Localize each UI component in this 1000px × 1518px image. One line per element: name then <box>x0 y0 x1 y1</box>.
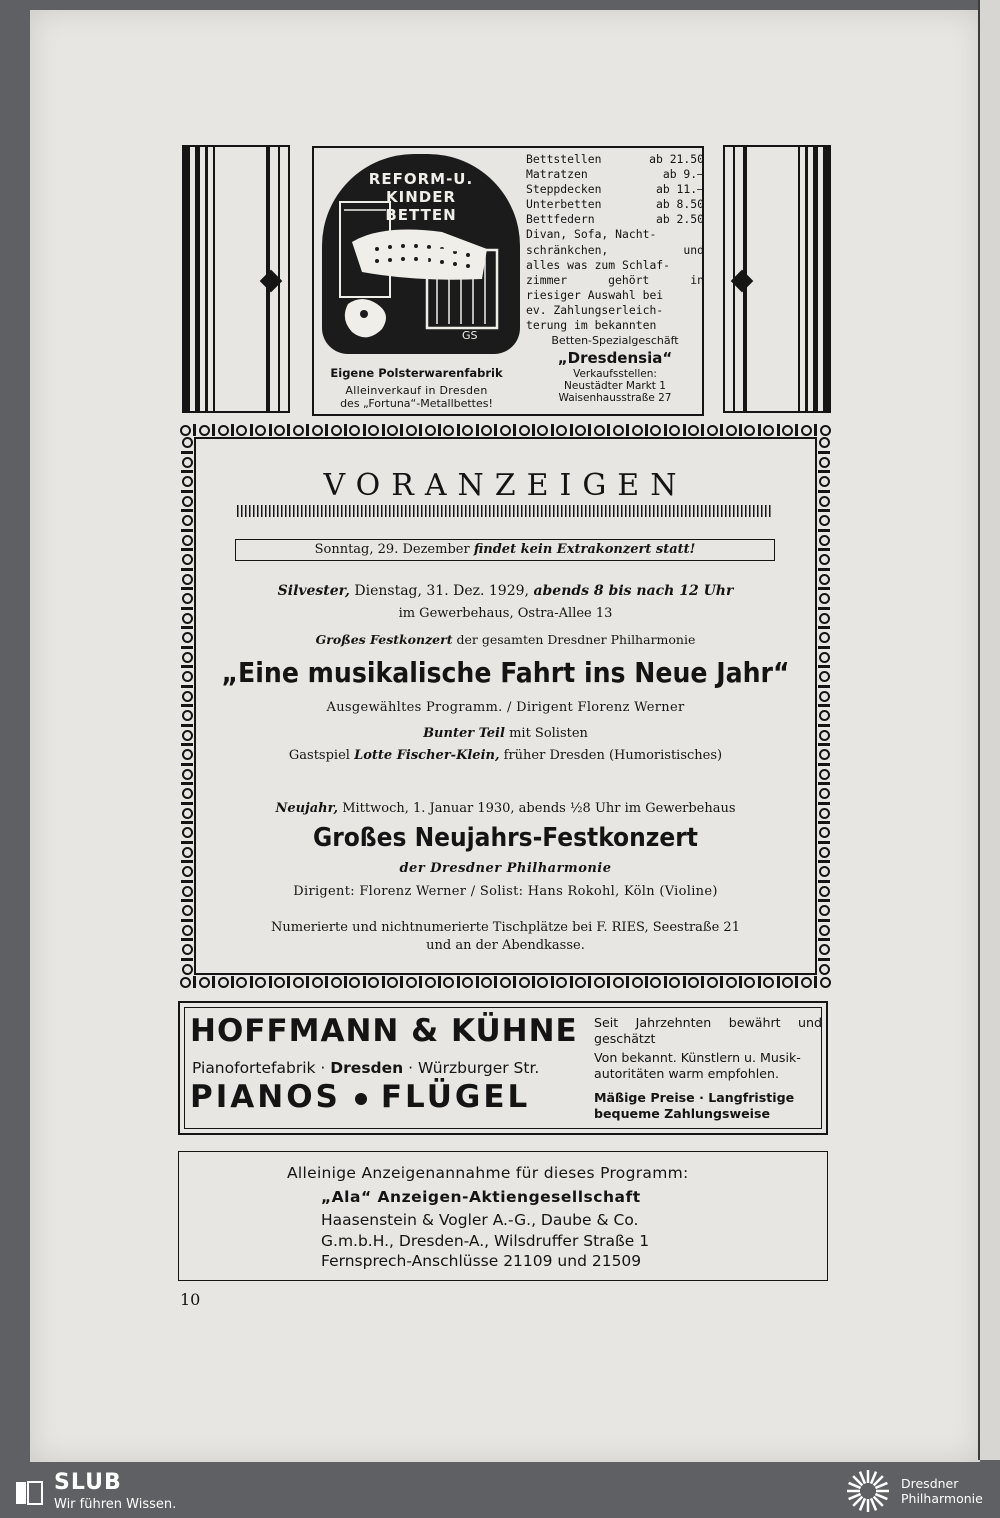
guest-line: Gastspiel Lotte Fischer-Klein, früher Dresden (Humoristisches) <box>288 748 723 763</box>
border-bar <box>181 529 193 532</box>
text-line: riesiger Auswahl bei <box>526 287 664 302</box>
price-row: Unterbetten ab 8.50 <box>526 197 704 212</box>
border-dot <box>218 425 229 436</box>
address-2: Waisenhausstraße 27 <box>558 392 672 405</box>
ala-line-3: Fernsprech-Anschlüsse 21109 und 21509 <box>321 1252 642 1270</box>
border-bar <box>193 976 196 988</box>
border-dot <box>312 425 323 436</box>
border-dot <box>182 964 193 975</box>
emblem-line-2: KINDER <box>385 188 456 206</box>
border-dot <box>632 425 643 436</box>
border-dot <box>368 425 379 436</box>
border-bar <box>287 424 290 436</box>
border-dot <box>293 977 304 988</box>
border-bar <box>400 424 403 436</box>
border-bar <box>181 548 193 551</box>
silvester-line: Silvester, Dienstag, 31. Dez. 1929, abends 8 bis nach 12 Uhr <box>277 583 734 599</box>
border-dot <box>819 437 830 448</box>
border-dot <box>182 515 193 526</box>
border-bar <box>570 976 573 988</box>
border-bar <box>645 424 648 436</box>
border-bar <box>181 958 193 961</box>
notice-box <box>235 539 775 561</box>
border-bar <box>476 976 479 988</box>
emblem-line-1: REFORM-U. <box>368 170 474 188</box>
border-bar <box>818 763 830 766</box>
border-dot <box>368 977 379 988</box>
svg-text:GS: GS <box>462 329 478 342</box>
border-dot <box>481 425 492 436</box>
text-line: terung im bekannten <box>526 318 657 333</box>
border-bar <box>570 424 573 436</box>
next-page-edge <box>978 0 1000 1460</box>
border-bar <box>325 424 328 436</box>
border-bar <box>683 424 686 436</box>
border-bar <box>181 782 193 785</box>
side-text-2: Von bekannt. Künstlern u. Musik- autoritäten warm empfohlen. <box>594 1050 801 1081</box>
border-dot <box>782 977 793 988</box>
border-dot <box>519 425 530 436</box>
border-bar <box>720 976 723 988</box>
border-dot <box>613 977 624 988</box>
border-dot <box>387 977 398 988</box>
border-dot <box>406 425 417 436</box>
shop-name: „Dresdensia“ <box>557 349 673 368</box>
philharmonie-line-2: Philharmonie <box>901 1491 983 1506</box>
border-dot <box>274 977 285 988</box>
bed-ad-frame <box>312 146 704 416</box>
border-dot <box>481 977 492 988</box>
border-dot <box>632 977 643 988</box>
border-dot <box>425 977 436 988</box>
border-dot <box>331 425 342 436</box>
border-dot <box>556 977 567 988</box>
ala-line-2: G.m.b.H., Dresden-A., Wilsdruffer Straße 1 <box>321 1232 650 1250</box>
piano-advertisement <box>178 1001 828 1135</box>
border-bar <box>419 424 422 436</box>
border-dot <box>688 977 699 988</box>
border-bar <box>287 976 290 988</box>
exclusive-sale-line: Alleinverkauf in Dresden <box>345 384 488 397</box>
border-bar <box>814 976 817 988</box>
border-dot <box>182 769 193 780</box>
border-dot <box>462 977 473 988</box>
border-bar <box>701 424 704 436</box>
border-bar <box>532 424 535 436</box>
border-bar <box>306 976 309 988</box>
border-dot <box>255 977 266 988</box>
border-dot <box>182 457 193 468</box>
border-dot <box>537 425 548 436</box>
border-dot <box>763 425 774 436</box>
text-line: alles was zum Schlaf- <box>526 257 671 272</box>
border-dot <box>819 515 830 526</box>
border-bar <box>720 424 723 436</box>
border-bar <box>193 424 196 436</box>
bullet-icon <box>355 1093 367 1105</box>
border-dot <box>312 977 323 988</box>
border-dot <box>199 425 210 436</box>
ala-line-1: Haasenstein & Vogler A.-G., Daube & Co. <box>321 1211 639 1229</box>
border-bar <box>181 509 193 512</box>
border-dot <box>462 425 473 436</box>
border-bar <box>818 626 830 629</box>
side-text-3: Mäßige Preise · Langfristige bequeme Zahlungsweise <box>594 1090 795 1121</box>
text-line: ev. Zahlungserleich- <box>526 302 664 317</box>
border-dot <box>182 437 193 448</box>
border-bar <box>325 976 328 988</box>
border-dot <box>820 425 831 436</box>
border-dot <box>819 535 830 546</box>
border-bar <box>250 976 253 988</box>
border-bar <box>181 899 193 902</box>
factory-line: Eigene Polsterwarenfabrik <box>330 366 503 380</box>
slub-logo-icon <box>14 1478 44 1508</box>
ala-company: „Ala“ Anzeigen-Aktiengesellschaft <box>321 1188 641 1206</box>
festkonzert-line: Großes Festkonzert der gesamten Dresdner Philharmonie <box>315 632 696 647</box>
border-bar <box>777 424 780 436</box>
page-number: 10 <box>180 1290 201 1309</box>
border-dot <box>293 425 304 436</box>
border-bar <box>306 424 309 436</box>
border-bar <box>645 976 648 988</box>
border-bar <box>818 899 830 902</box>
border-bar <box>607 976 610 988</box>
program-line: Ausgewähltes Programm. / Dirigent Florenz Werner <box>326 700 685 715</box>
shop-intro: Betten-Spezialgeschäft <box>551 334 679 348</box>
border-bar <box>494 976 497 988</box>
border-dot <box>182 535 193 546</box>
border-bar <box>457 976 460 988</box>
border-dot <box>669 977 680 988</box>
border-dot <box>819 457 830 468</box>
side-text-1: Seit Jahrzehnten bewährt und geschätzt <box>594 1015 822 1046</box>
border-bar <box>532 976 535 988</box>
border-bar <box>683 976 686 988</box>
border-dot <box>819 905 830 916</box>
border-bar <box>344 976 347 988</box>
price-row: Bettfedern ab 2.50 <box>526 212 704 227</box>
border-bar <box>457 424 460 436</box>
border-dot <box>744 425 755 436</box>
border-dot <box>801 425 812 436</box>
border-dot <box>763 977 774 988</box>
slub-branding[interactable] <box>54 1470 176 1512</box>
text-line: Divan, Sofa, Nacht- <box>526 227 657 242</box>
border-bar <box>382 424 385 436</box>
factory-address: Pianofortefabrik · Dresden · Würzburger Str. <box>192 1059 540 1077</box>
border-dot <box>575 425 586 436</box>
tickets-line-2: und an der Abendkasse. <box>426 938 585 953</box>
border-dot <box>180 425 191 436</box>
price-row: Matratzen ab 9.— <box>526 167 704 182</box>
neujahr-title: Großes Neujahrs-Festkonzert <box>313 823 698 853</box>
border-bar <box>795 976 798 988</box>
notice-text: findet kein Extrakonzert statt! <box>473 542 696 557</box>
border-bar <box>607 424 610 436</box>
conductor-line: Dirigent: Florenz Werner / Solist: Hans Rokohl, Köln (Violine) <box>293 884 718 899</box>
price-list <box>526 152 704 404</box>
border-dot <box>613 425 624 436</box>
border-bar <box>551 976 554 988</box>
border-dot <box>707 977 718 988</box>
slub-title: SLUB <box>54 1470 122 1495</box>
border-bar <box>818 782 830 785</box>
border-dot <box>650 425 661 436</box>
border-bar <box>664 976 667 988</box>
border-dot <box>782 425 793 436</box>
border-dot <box>819 788 830 799</box>
border-dot <box>406 977 417 988</box>
border-dot <box>218 977 229 988</box>
border-bar <box>818 743 830 746</box>
bunter-teil-line: Bunter Teil mit Solisten <box>423 726 588 741</box>
border-bar <box>626 976 629 988</box>
ala-heading: Alleinige Anzeigenannahme für dieses Programm: <box>287 1164 689 1182</box>
border-dot <box>255 425 266 436</box>
border-bar <box>212 976 215 988</box>
border-dot <box>236 977 247 988</box>
products-line: PIANOS FLÜGEL <box>190 1079 531 1115</box>
section-title: VORANZEIGEN <box>323 468 688 503</box>
bed-icon <box>322 154 520 354</box>
border-dot <box>425 425 436 436</box>
border-bar <box>818 451 830 454</box>
border-dot <box>443 425 454 436</box>
border-dot <box>537 977 548 988</box>
emblem-line-3: BETTEN <box>385 206 457 224</box>
border-bar <box>181 880 193 883</box>
text-line: schränkchen, und <box>526 242 704 257</box>
border-dot <box>182 554 193 565</box>
border-dot <box>819 769 830 780</box>
dot-border-top <box>180 423 831 437</box>
border-bar <box>551 424 554 436</box>
hatched-rule <box>237 505 773 517</box>
neujahr-line: Neujahr, Mittwoch, 1. Januar 1930, abends ½8 Uhr im Gewerbehaus <box>275 801 736 816</box>
border-bar <box>588 424 591 436</box>
philharmonie-line-1: Dresdner <box>901 1476 959 1491</box>
border-dot <box>443 977 454 988</box>
border-dot <box>819 964 830 975</box>
border-bar <box>626 424 629 436</box>
border-dot <box>688 425 699 436</box>
border-dot <box>274 425 285 436</box>
silvester-venue: im Gewerbehaus, Ostra-Allee 13 <box>398 606 613 621</box>
fortuna-line: des „Fortuna“-Metallbettes! <box>340 397 493 410</box>
border-bar <box>438 424 441 436</box>
border-dot <box>820 977 831 988</box>
brand-name: HOFFMANN & KÜHNE <box>190 1013 578 1049</box>
orchestra-line: der Dresdner Philharmonie <box>399 861 612 876</box>
border-dot <box>500 977 511 988</box>
border-dot <box>331 977 342 988</box>
border-bar <box>818 529 830 532</box>
border-dot <box>575 977 586 988</box>
border-dot <box>650 977 661 988</box>
border-bar <box>818 509 830 512</box>
border-dot <box>594 977 605 988</box>
border-bar <box>181 451 193 454</box>
border-bar <box>181 568 193 571</box>
border-bar <box>231 424 234 436</box>
border-dot <box>819 554 830 565</box>
border-dot <box>707 425 718 436</box>
border-dot <box>182 788 193 799</box>
border-dot <box>744 977 755 988</box>
silvester-motto: „Eine musikalische Fahrt ins Neue Jahr“ <box>221 656 790 689</box>
price-row: Bettstellen ab 21.50 <box>526 152 704 166</box>
border-bar <box>818 568 830 571</box>
border-bar <box>701 976 704 988</box>
border-dot <box>236 425 247 436</box>
philharmonie-logo-icon <box>843 1466 893 1516</box>
border-dot <box>387 425 398 436</box>
price-row: Steppdecken ab 11.— <box>526 182 704 197</box>
border-bar <box>438 976 441 988</box>
border-bar <box>231 976 234 988</box>
border-dot <box>199 977 210 988</box>
border-bar <box>382 976 385 988</box>
border-bar <box>818 958 830 961</box>
tickets-line-1: Numerierte und nichtnumerierte Tischplätze bei F. RIES, Seestraße 21 <box>271 920 740 935</box>
dot-border-bottom <box>180 975 831 989</box>
ala-advertisement <box>178 1151 828 1281</box>
border-bar <box>494 424 497 436</box>
border-bar <box>588 976 591 988</box>
border-dot <box>519 977 530 988</box>
address-1: Neustädter Markt 1 <box>564 380 666 393</box>
border-dot <box>182 905 193 916</box>
border-dot <box>500 425 511 436</box>
border-bar <box>739 976 742 988</box>
border-bar <box>814 424 817 436</box>
border-bar <box>476 424 479 436</box>
border-bar <box>181 743 193 746</box>
border-dot <box>349 425 360 436</box>
border-bar <box>419 976 422 988</box>
border-bar <box>795 424 798 436</box>
border-bar <box>513 976 516 988</box>
border-dot <box>556 425 567 436</box>
border-bar <box>739 424 742 436</box>
border-dot <box>726 977 737 988</box>
border-bar <box>269 424 272 436</box>
border-dot <box>349 977 360 988</box>
border-bar <box>758 424 761 436</box>
sales-label: Verkaufsstellen: <box>573 368 657 381</box>
border-bar <box>181 763 193 766</box>
voranzeigen-box <box>180 423 831 989</box>
border-bar <box>363 424 366 436</box>
border-bar <box>212 424 215 436</box>
border-bar <box>344 424 347 436</box>
border-bar <box>250 424 253 436</box>
slub-slogan: Wir führen Wissen. <box>54 1497 177 1512</box>
border-bar <box>777 976 780 988</box>
border-bar <box>818 548 830 551</box>
border-dot <box>180 977 191 988</box>
border-dot <box>669 425 680 436</box>
border-dot <box>801 977 812 988</box>
border-bar <box>513 424 516 436</box>
border-dot <box>594 425 605 436</box>
border-bar <box>181 626 193 629</box>
border-bar <box>400 976 403 988</box>
bed-emblem-illustration <box>322 154 520 354</box>
border-bar <box>664 424 667 436</box>
notice-date: Sonntag, 29. Dezember <box>314 542 470 557</box>
border-bar <box>269 976 272 988</box>
border-dot <box>726 425 737 436</box>
text-line: zimmer gehört in <box>526 272 704 287</box>
border-bar <box>758 976 761 988</box>
border-bar <box>363 976 366 988</box>
border-bar <box>818 880 830 883</box>
